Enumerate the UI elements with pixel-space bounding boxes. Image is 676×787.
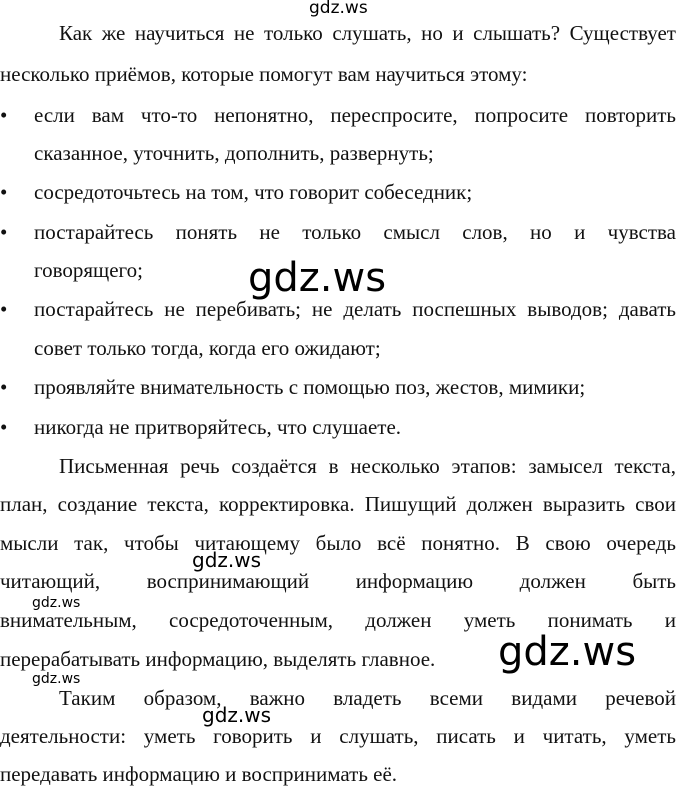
paragraph-3-line-2: деятельности: уметь говорить и слушать, писать и читать, уметь: [0, 724, 676, 748]
paragraph-1-line-2: несколько приёмов, которые помогут вам научиться этому:: [0, 62, 528, 86]
watermark-logo: gdz.ws: [32, 671, 81, 687]
watermark-logo: gdz.ws: [32, 595, 81, 611]
list-item-3-line-2: говорящего;: [34, 258, 143, 282]
bullet-marker: •: [0, 297, 8, 321]
list-item-1-line-2: сказанное, уточнить, дополнить, развернуть;: [34, 141, 434, 165]
bullet-marker: •: [0, 375, 8, 399]
list-item-3-line-1: постарайтесь понять не только смысл слов, но и чувства: [34, 220, 676, 244]
watermark-logo: gdz.ws: [192, 548, 262, 572]
list-item-2-line-1: сосредоточьтесь на том, что говорит собеседник;: [34, 180, 473, 204]
watermark-logo: gdz.ws: [248, 255, 387, 301]
list-item-1-line-1: если вам что-то непонятно, переспросите, попросите повторить: [34, 103, 676, 127]
paragraph-2-line-1: Письменная речь создаётся в несколько этапов: замысел текста,: [59, 454, 676, 478]
bullet-marker: •: [0, 415, 8, 439]
paragraph-1-line-1: Как же научиться не только слушать, но и слышать? Существует: [59, 21, 676, 45]
watermark-logo: gdz.ws: [202, 703, 272, 727]
paragraph-2-line-4: читающий, воспринимающий информацию должен быть: [0, 569, 676, 593]
paragraph-2-line-5: внимательным, сосредоточенным, должен уметь понимать и: [0, 608, 676, 632]
paragraph-2-line-2: план, создание текста, корректировка. Пишущий должен выразить свои: [0, 492, 676, 516]
watermark-logo: gdz.ws: [498, 629, 637, 675]
bullet-marker: •: [0, 103, 8, 127]
list-item-4-line-1: постарайтесь не перебивать; не делать поспешных выводов; давать: [34, 297, 676, 321]
bullet-marker: •: [0, 220, 8, 244]
paragraph-3-line-3: передавать информацию и воспринимать её.: [0, 762, 398, 786]
paragraph-3-line-1: Таким образом, важно владеть всеми видами речевой: [59, 686, 676, 710]
list-item-6-line-1: никогда не притворяйтесь, что слушаете.: [34, 415, 402, 439]
paragraph-2-line-6: перерабатывать информацию, выделять главное.: [0, 647, 436, 671]
bullet-marker: •: [0, 180, 8, 204]
watermark-logo: gdz.ws: [309, 0, 368, 18]
list-item-4-line-2: совет только тогда, когда его ожидают;: [34, 336, 381, 360]
list-item-5-line-1: проявляйте внимательность с помощью поз, жестов, мимики;: [34, 375, 586, 399]
paragraph-2-line-3: мысли так, чтобы читающему было всё понятно. В свою очередь: [0, 531, 676, 555]
